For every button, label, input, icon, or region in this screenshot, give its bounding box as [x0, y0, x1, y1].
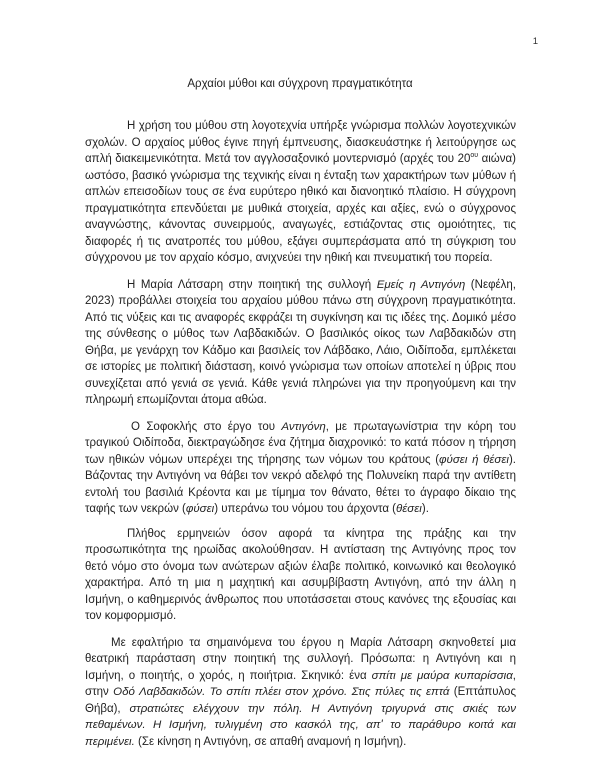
superscript-text: ου: [470, 152, 479, 160]
italic-text: φύσει ή θέσει: [439, 453, 509, 466]
paragraph: [85, 118, 516, 267]
text-run: , στην: [85, 669, 516, 698]
text-run: (Νεφέλη, 2023) προβάλλει στοιχεία του αρχαίου μύθου πάνω στη σύγχρονη πραγματικότητα. Από τις νύξεις και τις αναφορές εκφράζει τη συγκίνηση και τις ιδέες της. Δομικό μέσο της σύνθεσης ο μύθος των Λαβδακιδών. Ο βασιλικός οίκος των Λαβδακιδών στη Θήβα, με γενάρχη τον Κάδμο και βασιλείς τον Λάβδακο, Λάιο, Οιδίποδα, εμπλέκεται σε ιστορίες με πολιτική διάσταση, κοινό γνώρισμα των οποίων αποτελεί η ύβρις που συνεχίζεται από γενιά σε γενιά. Κάθε γενιά πληρώνει για την προηγούμενη και την πληρωμή επωμίζονται άτομα αθώα.: [85, 278, 516, 406]
paragraph: [85, 419, 516, 518]
text-run: Με εφαλτήριο τα σημαινόμενα του έργου η Μαρία Λάτσαρη σκηνοθετεί μια θεατρική παράσταση στην ποιητική της συλλογή. Πρόσωπα: η Αντιγόνη και η Ισμήνη, ο ποιητής, ο χορός, η ποιήτρια. Σκηνικό: ένα: [85, 636, 516, 682]
italic-text: Αντιγόνη: [281, 420, 326, 433]
italic-text: Οδό Λαβδακιδών. Το σπίτι πλέει στον χρόνο. Στις πύλες τις επτά: [113, 686, 450, 698]
document-body: [85, 118, 516, 760]
paragraph: [85, 635, 516, 751]
italic-text: θέσει: [396, 503, 422, 515]
text-run: ) υπεράνω του νόμου του άρχοντα (: [214, 503, 397, 515]
paragraph: [85, 277, 516, 409]
text-run: Η χρήση του μύθου στη λογοτεχνία υπήρξε γνώρισμα πολλών λογοτεχνικών σχολών. Ο αρχαίος μύθος έγινε πηγή έμπνευσης, διασκευάστηκε ή λειτούργησε ως απλή διακειμενικότητα. Μετά τον αγγλοσαξονικό μοντερνισμό (αρχές του 20: [85, 120, 516, 165]
text-run: Η Μαρία Λάτσαρη στην ποιητική της συλλογή: [127, 278, 377, 291]
italic-text: στρατιώτες ελέγχουν την πόλη. Η Αντιγόνη τριγυρνά στις σκιές των πεθαμένων. Η Ισμήνη, τυλιγμένη στο κασκόλ της, απ' το παράθυρο κοιτά και περιμένει.: [85, 702, 516, 748]
text-run: αιώνα) ωστόσο, βασικό γνώρισμα της τεχνικής είναι η ένταξη των χαρακτήρων των μύθων ή απλών επεισοδίων τους σε ένα ευρύτερο ηθικό και διανοητικό πλαίσιο. Η σύγχρονη πραγματικότητα επενδύεται με μυθικά στοιχεία, αρχές και αξίες, ενώ ο σύγχρονος αναγνώστης, κάνοντας συνειρμούς, αναγωγές, εστιάζοντας στις ομοιότητες, τις διαφορές ή τις ανατροπές του μύθου, εξάγει συμπεράσματα από τη σύγκριση του σύγχρονου με τον αρχαίο κόσμο, ανιχνεύει την ηθική και πνευματική του πορεία.: [85, 153, 516, 264]
text-run: Ο Σοφοκλής στο έργο του: [131, 420, 282, 433]
text-run: (Σε κίνηση η Αντιγόνη, σε απαθή αναμονή η Ισμήνη).: [134, 735, 407, 748]
paragraph: [85, 526, 516, 625]
text-run: , με πρωταγωνίστρια την κόρη του τραγικού Οιδίποδα, διεκτραγώδησε ένα ζήτημα διαχρονικό: το κατά πόσον η τήρηση των ηθικών νόμων υπερέχει της τήρησης των νόμων του κράτους (: [85, 420, 516, 466]
text-run: Πλήθος ερμηνειών όσον αφορά τα κίνητρα της πράξης και την προσωπικότητα της ηρωίδας ακολούθησαν. Η αντίσταση της Αντιγόνης προς τον θετό νόμο στο όνομα των ανώτερων αξιών έλαβε πολιτικό, κοινωνικό και θεολογικό χαρακτήρα. Από τη μια η μαχητική και ασυμβίβαστη Αντιγόνη, από την άλλη η Ισμήνη, ο καθημερινός άνθρωπος που υποτάσσεται στους κανόνες της εξουσίας και τον κομφορμισμό.: [85, 527, 516, 622]
text-run: ). Βάζοντας την Αντιγόνη να θάβει τον νεκρό αδελφό της Πολυνείκη παρά την αντίθετη εντολή του βασιλιά Κρέοντα και με τίμημα τον θάνατο, θέτει το άγραφο δίκαιο της ταφής των νεκρών (: [85, 453, 516, 515]
italic-text: Εμείς η Αντιγόνη: [376, 278, 466, 291]
text-run: (Επτάπυλος Θήβα),: [85, 686, 516, 715]
italic-text: φύσει: [185, 503, 215, 515]
page-number: 1: [532, 36, 538, 47]
italic-text: σπίτι με μαύρα κυπαρίσσια: [371, 669, 513, 682]
text-run: ).: [421, 503, 429, 515]
document-title: Αρχαίοι μύθοι και σύγχρονη πραγματικότητα: [187, 78, 413, 90]
